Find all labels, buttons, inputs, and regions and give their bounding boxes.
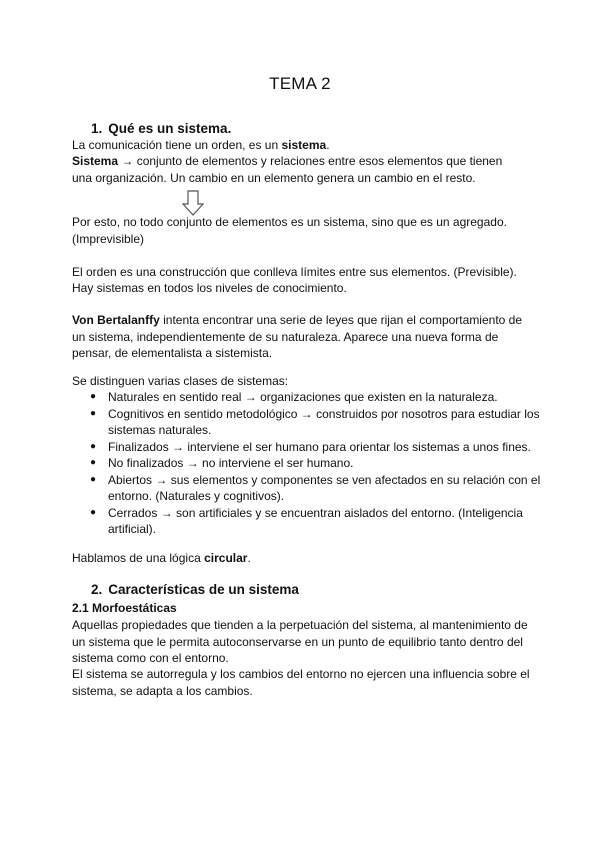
paragraph-autorregula: El sistema se autorregula y los cambios del entorno no ejercen una influencia sobre el sistema, se adapta a los cambios. (72, 667, 530, 698)
section-2-title: Características de un sistema (108, 582, 299, 597)
bullet-icon: ● (90, 506, 97, 518)
bullet-icon: ● (90, 440, 97, 452)
section-1-heading (91, 121, 231, 136)
list-item (72, 389, 542, 406)
list-item-text: Cerrados → son artificiales y se encuentran aislados del entorno. (Inteligencia artificial). (108, 505, 523, 536)
paragraph-definicion (72, 153, 517, 186)
list-item-text: No finalizados → no interviene el ser humano. (108, 456, 354, 470)
paragraph-logica (72, 550, 542, 567)
list-item (72, 472, 542, 505)
bullet-icon: ● (90, 473, 97, 485)
list-item-text: Naturales en sentido real → organizaciones que existen en la naturaleza. (108, 390, 498, 404)
paragraph-comunicacion (72, 137, 542, 154)
section-2-heading (91, 582, 299, 597)
list-item (72, 439, 542, 456)
paragraph-orden-2: Hay sistemas en todos los niveles de conocimiento. (72, 281, 347, 295)
bullet-icon: ● (90, 457, 97, 468)
comunicacion-end: . (326, 138, 330, 152)
section-1-number: 1. (91, 121, 103, 136)
list-item (72, 455, 542, 472)
bullet-icon: ● (90, 407, 97, 419)
logica-text: Hablamos de una lógica (72, 551, 205, 565)
page-title: TEMA 2 (269, 74, 331, 93)
comunicacion-text: La comunicación tiene un orden, es un (72, 138, 282, 152)
logica-end: . (247, 551, 251, 565)
down-arrow-icon (182, 190, 204, 216)
von-bertalanffy-text: intenta encontrar una serie de leyes que rijan el comportamiento de un sistema, independientemente de su naturaleza. Aparece una nueva forma de pensar, de elementalista a sistemista. (72, 313, 523, 360)
section-1-title: Qué es un sistema. (108, 121, 232, 136)
von-bertalanffy-bold: Von Bertalanffy (72, 313, 160, 327)
list-item-text: Finalizados → interviene el ser humano para orientar los sistemas a unos fines. (108, 439, 531, 454)
paragraph-von-bertalanffy (72, 312, 534, 362)
clases-list (72, 389, 542, 538)
bullet-icon: ● (90, 391, 97, 402)
definicion-term: Sistema (72, 154, 119, 168)
paragraph-agregado: Por esto, no todo conjunto de elementos es un sistema, sino que es un agregado. (Imprevisible) (72, 215, 507, 246)
sistema-bold: sistema (281, 138, 327, 152)
subsection-2-1-heading: 2.1 Morfoestáticas (72, 601, 177, 615)
list-item-text: Cognitivos en sentido metodológico → construidos por nosotros para estudiar los sistemas naturales. (108, 406, 540, 437)
paragraph-morfoestaticas: Aquellas propiedades que tienden a la perpetuación del sistema, al mantenimiento de un sistema que le permita autoconservarse en un punto de equilibrio tanto dentro del sistema como con el entorno. (72, 618, 528, 665)
clases-intro: Se distinguen varias clases de sistemas: (72, 374, 289, 388)
section-2-number: 2. (91, 582, 103, 597)
list-item (72, 505, 542, 538)
circular-bold: circular (204, 551, 248, 565)
list-item-text: Abiertos → sus elementos y componentes se ven afectados en su relación con el entorno. (Naturales y cognitivos). (108, 472, 541, 503)
list-item (72, 406, 542, 439)
definicion-text: → conjunto de elementos y relaciones entre esos elementos que tienen una organización. Un cambio en un elemento genera un cambio en el resto. (72, 154, 503, 185)
paragraph-orden-1: El orden es una construcción que conlleva límites entre sus elementos. (Previsible). (72, 265, 517, 279)
